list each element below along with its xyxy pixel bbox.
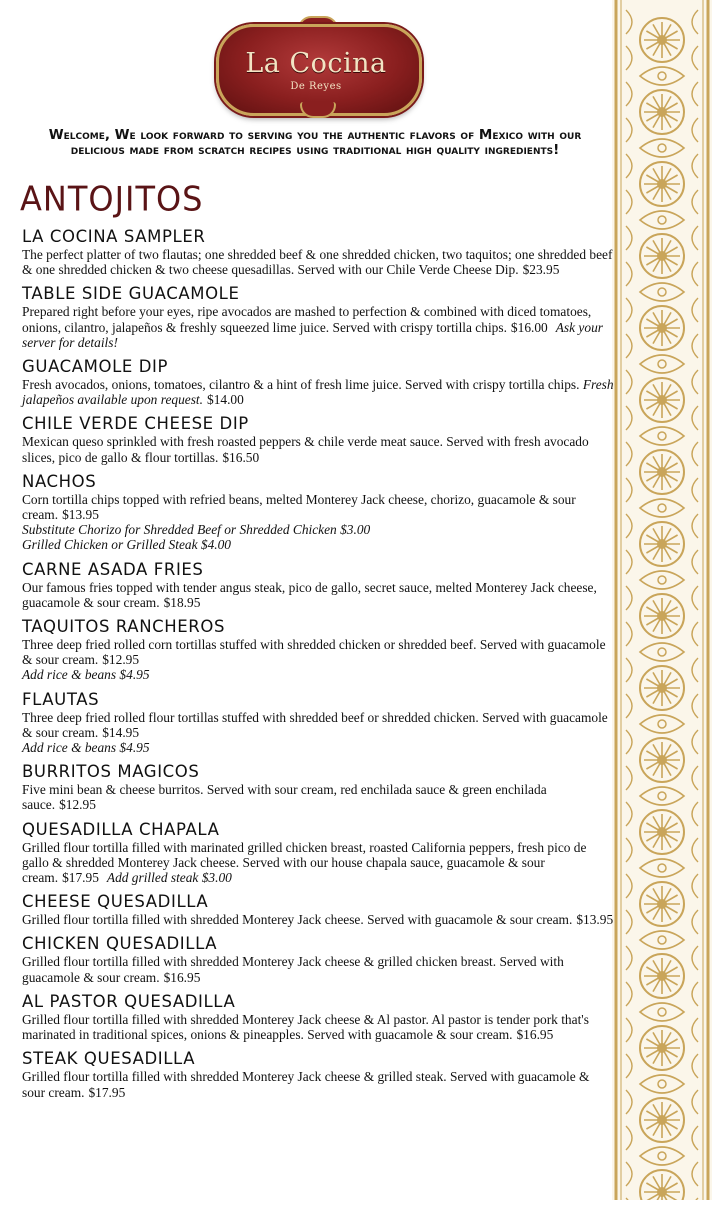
menu-item-desc-text: Fresh avocados, onions, tomatoes, cilantro & a hint of fresh lime juice. Served with crispy tortilla chips. — [22, 377, 580, 393]
menu-item-name: STEAK QUESADILLA — [22, 1049, 196, 1069]
menu-item-description — [22, 304, 614, 350]
menu-item-description — [22, 492, 614, 553]
menu-item-price: $13.95 — [62, 507, 99, 523]
logo-subtitle: De Reyes — [290, 81, 342, 92]
menu-item-name: BURRITOS MAGICOS — [22, 762, 200, 782]
menu-item-price: $13.95 — [576, 912, 614, 928]
menu-item-description — [22, 377, 614, 407]
menu-item-desc-text: Mexican queso sprinkled with fresh roasted peppers & chile verde meat sauce. Served with fresh avocado slices, pico de gallo & flour tortillas. — [22, 434, 589, 465]
menu-item-price: $16.00 — [510, 319, 548, 335]
menu-item-name: TAQUITOS RANCHEROS — [22, 617, 226, 637]
ornamental-border — [612, 0, 712, 1200]
menu-item-name: TABLE SIDE GUACAMOLE — [22, 284, 240, 304]
menu-item-addon-note: Substitute Chorizo for Shredded Beef or Shredded Chicken $3.00 — [22, 522, 371, 538]
welcome-message: Welcome, We look forward to serving you the authentic flavors of Mexico with our delicious made from scratch recipes using traditional high quality ingredients! — [48, 127, 582, 158]
menu-item-price: $12.95 — [102, 652, 140, 668]
menu-item — [22, 892, 614, 927]
menu-item-name: CHEESE QUESADILLA — [22, 892, 209, 912]
menu-item-name: CHILE VERDE CHEESE DIP — [22, 414, 249, 434]
menu-item-price: $16.95 — [163, 969, 201, 985]
section-title: ANTOJITOS — [20, 179, 204, 219]
menu-item-price: $14.95 — [102, 724, 140, 740]
menu-item-inline-note: Add grilled steak $3.00 — [106, 870, 232, 886]
menu-item-description — [22, 710, 614, 756]
menu-item-price: $17.95 — [62, 870, 99, 886]
menu-item-price: $18.95 — [163, 594, 201, 610]
menu-item-desc-text: Grilled flour tortilla filled with marinated grilled chicken breast, roasted California peppers, fresh pico de gallo & shredded Monterey Jack cheese. Served with our house chapala sauce, guacamole & sour cream. — [22, 839, 587, 886]
menu-item-desc-text: Three deep fried rolled corn tortillas stuffed with shredded chicken or shredded beef. Served with guacamole & sour cream. — [22, 637, 606, 668]
menu-item — [22, 690, 614, 756]
menu-item — [22, 284, 614, 350]
menu-item-desc-text: The perfect platter of two flautas; one shredded beef & one shredded chicken, two taquitos; one shredded beef & one shredded chicken & two cheese quesadillas. Served with our Chile Verde Cheese Dip. — [22, 247, 613, 278]
menu-item-desc-text: Grilled flour tortilla filled with shredded Monterey Jack cheese & Al pastor. Al pastor is tender pork that's marinated in traditional spices, onions & pineapples. Served with guacamole & sour cream. — [22, 1011, 589, 1043]
menu-item-addon-note: Add rice & beans $4.95 — [22, 667, 150, 683]
menu-item-price: $16.50 — [222, 449, 260, 465]
menu-item — [22, 227, 614, 277]
menu-item-name: QUESADILLA CHAPALA — [22, 819, 220, 839]
menu-item-name: NACHOS — [22, 471, 97, 491]
menu-item-description — [22, 782, 614, 812]
menu-item-desc-text: Prepared right before your eyes, ripe avocados are mashed to perfection & combined with diced tomatoes, onions, cilantro, jalapeños & freshly squeezed lime juice. Served with crispy tortilla chips. — [22, 304, 592, 335]
menu-item-price: $12.95 — [59, 797, 96, 813]
menu-item — [22, 762, 614, 812]
menu-item-addon-note: Add rice & beans $4.95 — [22, 740, 150, 756]
menu-item — [22, 992, 614, 1042]
menu-item-price: $16.95 — [516, 1027, 554, 1043]
menu-item-price: $14.00 — [207, 392, 244, 408]
menu-item — [22, 357, 614, 407]
restaurant-logo — [216, 18, 416, 122]
menu-item — [22, 617, 614, 683]
menu-item-description — [22, 954, 614, 984]
menu-item-price: $23.95 — [522, 262, 560, 278]
menu-item-name: AL PASTOR QUESADILLA — [22, 991, 236, 1011]
logo-name: La Cocina — [245, 48, 387, 79]
menu-item-description — [22, 434, 614, 464]
menu-item-desc-text: Grilled flour tortilla filled with shredded Monterey Jack cheese & grilled chicken breast. Served with guacamole & sour cream. — [22, 954, 564, 985]
menu-item-price: $17.95 — [88, 1084, 126, 1100]
menu-item-description — [22, 1069, 614, 1099]
menu-item-inline-note: Ask your server for details! — [22, 319, 603, 350]
menu-item-description — [22, 580, 614, 610]
menu-items-list — [22, 227, 614, 1100]
menu-item-name: CHICKEN QUESADILLA — [22, 934, 218, 954]
menu-item-description — [22, 840, 614, 886]
menu-item — [22, 472, 614, 553]
menu-item — [22, 560, 614, 610]
menu-item-description — [22, 912, 614, 927]
menu-item-desc-text: Five mini bean & cheese burritos. Served with sour cream, red enchilada sauce & green enchilada sauce. — [22, 782, 547, 813]
menu-item-name: CARNE ASADA FRIES — [22, 559, 204, 579]
menu-item — [22, 820, 614, 886]
menu-item-desc-text: Grilled flour tortilla filled with shredded Monterey Jack cheese. Served with guacamole & sour cream. — [22, 912, 573, 928]
menu-item-name: LA COCINA SAMPLER — [22, 227, 206, 246]
menu-item-desc-text: Grilled flour tortilla filled with shredded Monterey Jack cheese & grilled steak. Served with guacamole & sour cream. — [22, 1069, 590, 1100]
menu-item — [22, 934, 614, 984]
menu-item — [22, 414, 614, 464]
menu-item-desc-text: Corn tortilla chips topped with refried beans, melted Monterey Jack cheese, chorizo, guacamole & sour cream. — [22, 491, 576, 523]
menu-item-desc-text: Our famous fries topped with tender angus steak, pico de gallo, secret sauce, melted Monterey Jack cheese, guacamole & sour cream. — [22, 579, 597, 610]
menu-item-desc-text: Three deep fried rolled flour tortillas stuffed with shredded beef or shredded chicken. Served with guacamole & sour cream. — [22, 709, 608, 740]
menu-item-name: GUACAMOLE DIP — [22, 357, 169, 377]
menu-item — [22, 1049, 614, 1099]
menu-item-description — [22, 247, 614, 277]
ornamental-floral-border-icon — [612, 0, 712, 1200]
menu-item-name: FLAUTAS — [22, 689, 100, 709]
menu-item-desc-note: Fresh jalapeños available upon request. — [22, 377, 614, 408]
menu-item-description — [22, 637, 614, 683]
menu-item-description — [22, 1012, 614, 1042]
menu-item-addon-note: Grilled Chicken or Grilled Steak $4.00 — [22, 537, 232, 553]
